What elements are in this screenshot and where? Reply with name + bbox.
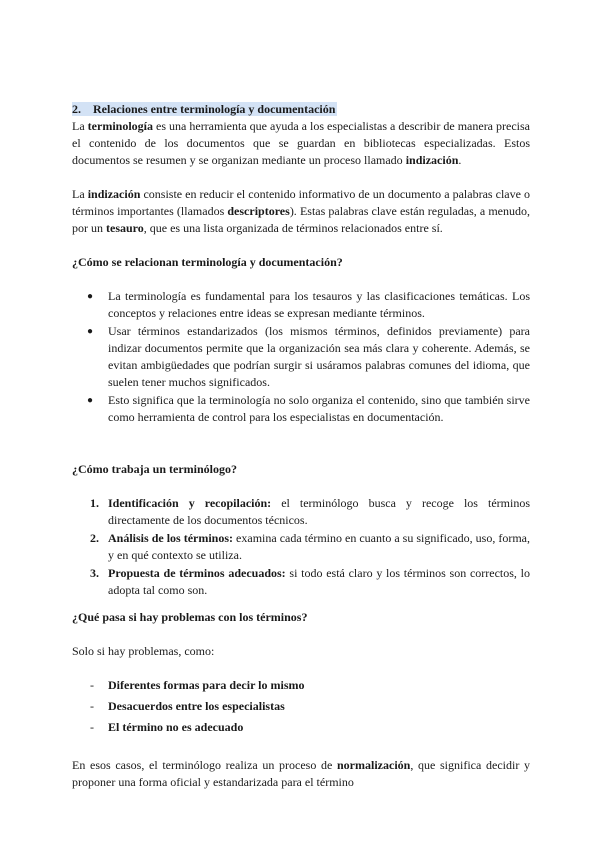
step-text: examina cada término en cuanto a su significado, uso, forma, y en qué contexto se utiliza. [108,531,530,562]
list-item-text: Diferentes formas para decir lo mismo [108,678,305,692]
problems-intro: Solo si hay problemas, como: [72,644,215,658]
list-item [72,323,530,391]
intro-paragraph-1 [72,118,530,169]
relation-heading: ¿Cómo se relacionan terminología y documentación? [72,255,343,269]
section-heading-highlight [72,102,337,116]
problems-list [72,677,530,736]
list-item [72,677,530,694]
bold-term-indizacion: indización [405,153,459,167]
list-item [72,392,530,426]
list-item [72,698,530,715]
step-text: si todo está claro y los términos son correctos, lo adopta tal como son. [108,566,530,597]
text-run: La [72,187,88,201]
list-item [72,495,530,529]
section-heading [72,101,530,118]
bold-term-terminologia: terminología [87,119,153,133]
bold-term-indizacion: indización [87,187,141,201]
step-text: el terminólogo busca y recoge los términos directamente de los documentos técnicos. [108,496,530,527]
dash-marker: - [90,720,94,734]
intro-paragraph-2 [72,186,530,237]
relation-bullet-list [72,288,530,426]
list-item [72,719,530,736]
step-number: 3. [90,566,99,580]
dash-marker: - [90,678,94,692]
list-item-text: Desacuerdos entre los especialistas [108,699,285,713]
list-item [72,565,530,599]
section-number: 2. [72,102,81,116]
text-run: ). Estas palabras clave están reguladas, a menudo, por un [72,204,530,235]
step-number: 2. [90,531,99,545]
list-item-text: Usar términos estandarizados (los mismos términos, definidos previamente) para indizar documentos permite que la organización sea más clara y coherente. Además, se evitan ambigüedades que podrían surgir si usáramos palabras comunes del idioma, que suelen tener muchos significados. [108,324,530,389]
closing-paragraph [72,757,530,791]
list-item [72,530,530,564]
text-run: , que significa decidir y proponer una forma oficial y estandarizada para el término [72,758,530,789]
list-item-text: La terminología es fundamental para los tesauros y las clasificaciones temáticas. Los conceptos y relaciones entre ideas se expresan mediante términos. [108,289,530,320]
problems-heading: ¿Qué pasa si hay problemas con los términos? [72,610,308,624]
bullet-icon: ● [87,326,94,337]
bold-term-descriptores: descriptores [227,204,290,218]
text-run: . [458,153,462,167]
text-run: , que es una lista organizada de términos relacionados entre sí. [143,221,443,235]
list-item-text: Esto significa que la terminología no solo organiza el contenido, sino que también sirve como herramienta de control para los especialistas en documentación. [108,393,530,424]
text-run: consiste en reducir el contenido informativo de un documento a palabras clave o términos importantes (llamados [72,187,530,218]
step-number: 1. [90,496,99,510]
step-title: Análisis de los términos: [108,531,234,545]
section-title: Relaciones entre terminología y documentación [93,102,336,116]
document-body [72,101,530,791]
bullet-icon: ● [87,395,94,406]
step-title: Identificación y recopilación: [108,496,272,510]
text-run: es una herramienta que ayuda a los especialistas a describir de manera precisa el contenido de los documentos que se guardan en bibliotecas especializadas. Estos documentos se resumen y se organizan mediante un proceso llamado [72,119,531,167]
bullet-icon: ● [87,291,94,302]
work-steps-list [72,495,530,599]
dash-marker: - [90,699,94,713]
text-run: La [72,119,88,133]
list-item [72,288,530,322]
list-item-text: El término no es adecuado [108,720,244,734]
bold-term-tesauro: tesauro [106,221,144,235]
bold-term-normalizacion: normalización [337,758,411,772]
work-heading: ¿Cómo trabaja un terminólogo? [72,462,237,476]
step-title: Propuesta de términos adecuados: [108,566,286,580]
text-run: En esos casos, el terminólogo realiza un proceso de [72,758,337,772]
